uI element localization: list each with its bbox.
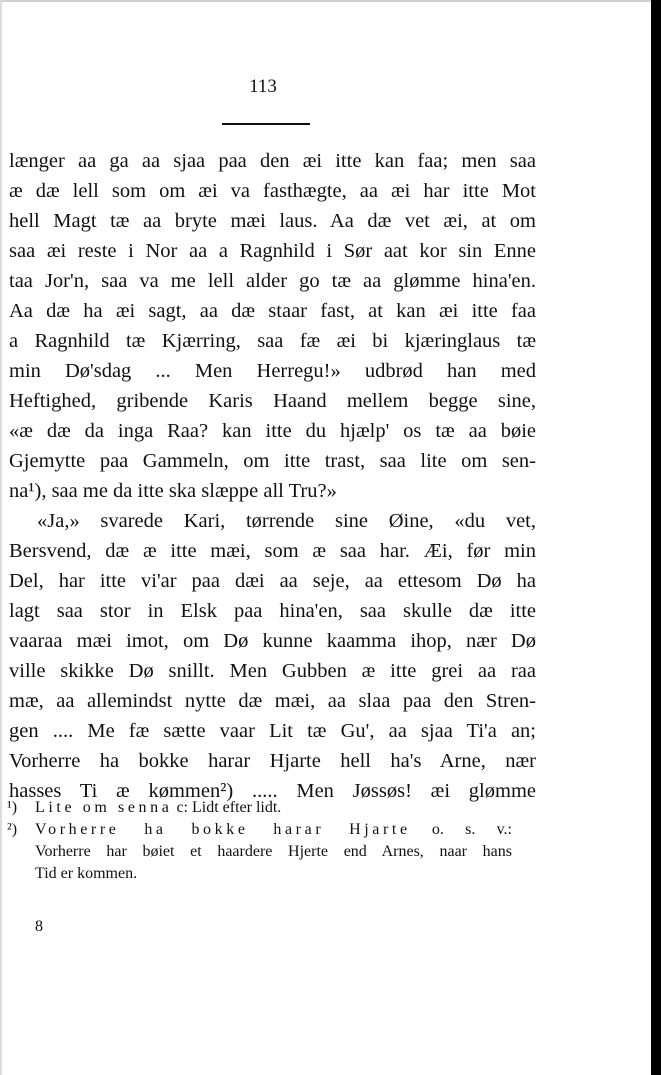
- footnote-2: [7, 819, 512, 841]
- text-line: længer aa ga aa sjaa paa den æi itte kan faa; men saa: [9, 150, 536, 172]
- text-line: Vorherre ha bokke harar Hjarte hell ha's Arne, nær: [9, 750, 536, 772]
- footnote-1: [7, 797, 512, 819]
- page-top-edge: [0, 0, 661, 2]
- text-line: hasses Ti æ kømmen²) ..... Men Jøssøs! æi glømme: [9, 780, 536, 802]
- text-line: Heftighed, gribende Karis Haand mellem begge sine,: [9, 390, 536, 412]
- text-line: a Ragnhild tæ Kjærring, saa fæ æi bi kjæringlaus tæ: [9, 330, 536, 352]
- footnote-marker: ²): [7, 821, 18, 838]
- page-number: 113: [249, 76, 277, 97]
- text-line: min Dø'sdag ... Men Herregu!» udbrød han med: [9, 360, 536, 382]
- page-left-edge: [0, 0, 2, 1075]
- text-line: vaaraa mæi imot, om Dø kunne kaamma ihop, nær Dø: [9, 630, 536, 652]
- text-line: na¹), saa me da itte ska slæppe all Tru?»: [9, 480, 337, 502]
- text-line: Aa dæ ha æi sagt, aa dæ staar fast, at kan æi itte faa: [9, 300, 536, 322]
- page-right-edge-shadow: [651, 0, 661, 1075]
- text-line: gen .... Me fæ sætte vaar Lit tæ Gu', aa sjaa Ti'a an;: [9, 720, 536, 742]
- text-line: «æ dæ da inga Raa? kan itte du hjælp' os tæ aa bøie: [9, 420, 536, 442]
- header-rule: [222, 123, 310, 125]
- text-line: mæ, aa allemindst nytte dæ mæi, aa slaa paa den Stren-: [9, 690, 536, 712]
- text-line: Bersvend, dæ æ itte mæi, som æ saa har. Æi, før min: [9, 540, 536, 562]
- footnote-term: Vorherre ha bokke harar Hjarte: [35, 821, 411, 838]
- text-line: Del, har itte vi'ar paa dæi aa seje, aa ettesom Dø ha: [9, 570, 536, 592]
- footnotes: [7, 797, 512, 885]
- text-line: Gjemytte paa Gammeln, om itte trast, saa lite om sen-: [9, 450, 536, 472]
- footnote-marker: ¹): [7, 799, 18, 816]
- text-line: taa Jor'n, saa va me lell alder go tæ aa glømme hina'en.: [9, 270, 536, 292]
- text-line: æ dæ lell som om æi va fasthægte, aa æi har itte Mot: [9, 180, 536, 202]
- footnote-continuation: Tid er kommen.: [35, 865, 138, 882]
- text-line: ville skikke Dø snillt. Men Gubben æ itte grei aa raa: [9, 660, 536, 682]
- body-text: [9, 146, 536, 806]
- footnote-term: Lite om senna: [35, 799, 173, 816]
- text-line: lagt saa stor in Elsk paa hina'en, saa skulle dæ itte: [9, 600, 536, 622]
- footnote-text: c: Lidt efter lidt.: [172, 799, 282, 816]
- signature-mark: 8: [35, 918, 43, 935]
- text-line: «Ja,» svarede Kari, tørrende sine Øine, «du vet,: [37, 510, 536, 532]
- text-line: hell Magt tæ aa bryte mæi laus. Aa dæ vet æi, at om: [9, 210, 536, 232]
- footnote-continuation: Vorherre har bøiet et haardere Hjerte end Arnes, naar hans: [35, 843, 512, 860]
- text-line: saa æi reste i Nor aa a Ragnhild i Sør aat kor sin Enne: [9, 240, 536, 262]
- footnote-text: o. s. v.:: [410, 821, 512, 838]
